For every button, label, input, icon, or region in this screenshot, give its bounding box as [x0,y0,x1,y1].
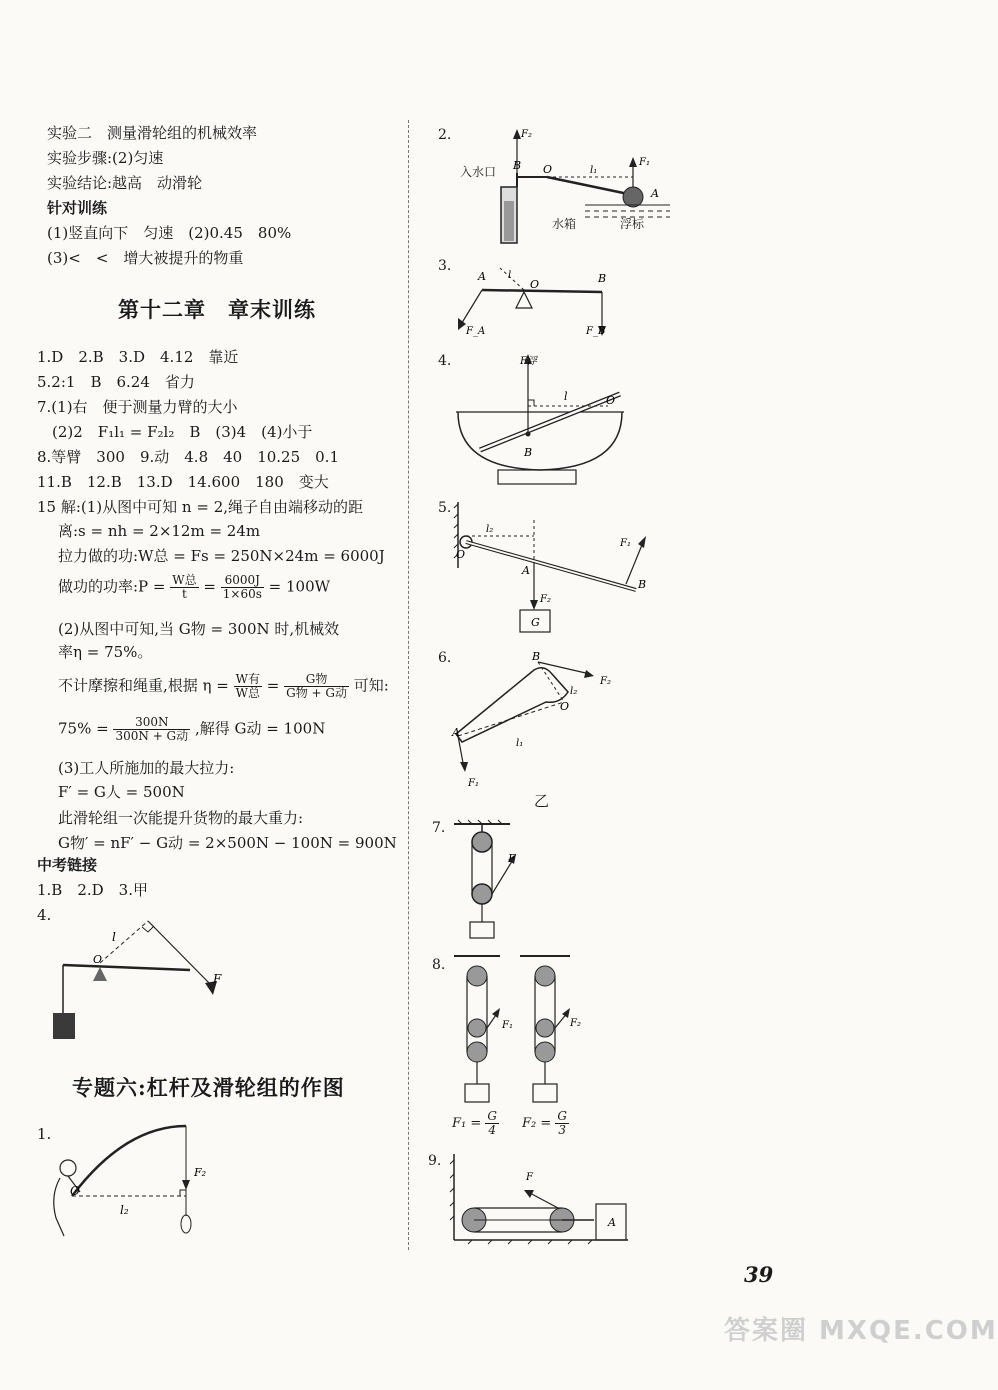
svg-text:O: O [543,163,553,176]
svg-text:O: O [70,1184,80,1198]
q8-f2-den: 3 [558,1123,567,1137]
q5-number: 5. [438,500,452,516]
q15-line-2: 离:s = nh = 2×12m = 24m [58,522,261,540]
q15-power-formula [58,574,330,601]
answer-line-6: 11.B 12.B 13.D 14.600 180 变大 [37,473,329,491]
q15-75-prefix: 75% = [58,719,109,738]
q6-caption: 乙 [534,792,550,810]
svg-text:B: B [532,650,541,663]
svg-text:F₂: F₂ [600,676,611,687]
q15-line-12: G物′ = nF′ − G动 = 2×500N − 100N = 900N [58,834,397,852]
q15-power-result: = 100W [268,577,331,596]
q15-eta-den-1: W总 [235,686,260,700]
svg-text:G: G [531,616,540,629]
q15-eta-eq: = [266,676,280,695]
svg-text:F: F [213,972,222,986]
svg-text:F_B: F_B [586,326,606,337]
svg-text:F₁: F₁ [468,778,479,789]
exp2-conclusion: 实验结论:越高 动滑轮 [47,174,203,192]
exp2-steps: 实验步骤:(2)匀速 [47,149,164,167]
answer-line-2: 5.2:1 B 6.24 省力 [37,373,195,391]
svg-text:F_A: F_A [466,326,486,337]
svg-text:B: B [513,159,522,172]
svg-text:l₁: l₁ [590,165,598,176]
q2-tank-label: 水箱 [552,217,577,231]
svg-text:O: O [560,700,570,713]
svg-text:l: l [508,270,512,281]
svg-text:l₂: l₂ [486,524,494,535]
chapter-title: 第十二章 章末训练 [118,297,316,322]
q3-lever-diagram [450,262,630,342]
watermark: 答案圈 MXQE.COM [724,1316,998,1346]
q15-power-den-2: 1×60s [222,587,262,601]
svg-text:A: A [452,726,460,739]
q15-power-prefix: 做功的功率:P = [58,577,166,596]
topic-title: 专题六:杠杆及滑轮组的作图 [72,1075,345,1100]
svg-text:l: l [564,390,568,403]
svg-text:l: l [112,930,116,944]
svg-text:O: O [93,953,103,966]
svg-text:F₂: F₂ [194,1166,207,1179]
q15-line-5: (2)从图中可知,当 G物 = 300N 时,机械效 [58,620,340,638]
q8-pulley-diagram [450,952,600,1112]
column-divider [408,120,409,1250]
q15-power-num-1: W总 [172,573,197,587]
q15-75-fraction [113,716,190,743]
q8-f2-formula [522,1110,569,1137]
practice-answer-1: (1)竖直向下 匀速 (2)0.45 80% [47,224,292,242]
svg-text:A: A [522,564,530,577]
practice-answer-3: (3)< < 增大被提升的物重 [47,249,244,267]
q15-75-formula [58,716,325,743]
svg-text:l₂: l₂ [570,686,578,697]
q3-number: 3. [438,258,452,274]
answer-line-5: 8.等臂 300 9.动 4.8 40 10.25 0.1 [37,448,339,466]
q15-line-3: 拉力做的功:W总 = Fs = 250N×24m = 6000J [58,547,385,565]
svg-text:O: O [606,394,616,407]
zhongkao-heading: 中考链接 [37,856,98,874]
q8-f1-fraction [485,1110,499,1137]
q15-line-10: F′ = G人 = 500N [58,783,185,801]
answer-line-4: (2)2 F₁l₁ = F₂l₂ B (3)4 (4)小于 [52,423,313,441]
q15-75-den: 300N + G动 [115,729,189,743]
q2-inlet-label: 入水口 [460,165,497,179]
svg-text:F₁: F₁ [502,1020,513,1031]
answer-line-3: 7.(1)右 便于测量力臂的大小 [37,398,238,416]
answer-line-1: 1.D 2.B 3.D 4.12 靠近 [37,348,239,366]
q15-line-11: 此滑轮组一次能提升货物的最大重力: [58,809,304,827]
zhongkao-answers: 1.B 2.D 3.甲 [37,881,148,899]
q8-f1-num: G [487,1109,497,1123]
q8-f2-label: F₂ = [522,1116,552,1131]
svg-text:l₂: l₂ [120,1203,129,1217]
q15-eta-prefix: 不计摩擦和绳重,根据 η = [58,676,229,695]
q9-pulley-diagram [448,1150,638,1250]
q9-number: 9. [428,1153,442,1169]
svg-text:l₁: l₁ [516,738,524,749]
q7-pulley-diagram [450,820,560,940]
svg-text:A: A [651,187,659,200]
q15-eta-num-1: W有 [235,672,260,686]
q8-f2-fraction [555,1110,569,1137]
q8-f1-label: F₁ = [452,1116,482,1131]
q8-f2-num: G [557,1109,567,1123]
exp2-title: 实验二 测量滑轮组的机械效率 [47,124,258,142]
zhongkao-q4-lever-diagram [45,915,245,1045]
topic-q1-number: 1. [37,1125,52,1143]
svg-text:B: B [598,272,607,285]
svg-text:F₂: F₂ [570,1018,581,1029]
q15-line-6: 率η = 75%。 [58,643,153,661]
svg-text:A: A [478,270,486,283]
q6-number: 6. [438,650,452,666]
q4-number: 4. [438,353,452,369]
q8-f1-formula [452,1110,499,1137]
q8-number: 8. [432,957,446,973]
q15-line-9: (3)工人所施加的最大拉力: [58,759,235,777]
q8-f1-den: 4 [488,1123,497,1137]
q15-eta-formula [58,673,389,700]
q2-number: 2. [438,127,452,143]
q15-power-eq: = [203,577,216,596]
svg-text:F浮: F浮 [520,356,537,367]
q15-line-1: 15 解:(1)从图中可知 n = 2,绳子自由端移动的距 [37,498,364,516]
q15-eta-suffix: 可知: [353,676,389,695]
svg-text:F: F [526,1172,533,1183]
q15-power-fraction-1 [170,574,198,601]
q15-power-den-1: t [182,587,187,601]
q15-power-fraction-2 [221,574,264,601]
q15-eta-den-2: G物 + G动 [286,686,347,700]
q15-eta-fraction-1 [234,673,262,700]
q15-75-suffix: ,解得 G动 = 100N [194,719,326,738]
q4-bowl-rod-diagram [450,350,640,490]
q15-75-num: 300N [113,716,190,730]
zhongkao-q4-number: 4. [37,906,52,924]
q7-number: 7. [432,820,446,836]
q15-eta-fraction-2 [284,673,349,700]
q15-eta-num-2: G物 [284,673,349,687]
svg-text:F: F [508,852,516,865]
svg-text:F₂: F₂ [540,594,551,605]
q2-float-label: 浮标 [620,217,645,231]
svg-text:B: B [638,578,647,591]
q6-lever-diagram [440,650,640,800]
svg-text:O: O [456,548,466,561]
svg-text:B: B [524,446,533,459]
q15-power-num-2: 6000J [221,574,264,588]
svg-text:F₁: F₁ [639,157,650,168]
practice-heading: 针对训练 [47,199,108,217]
page-number: 39 [744,1262,774,1287]
svg-text:A: A [608,1216,616,1229]
svg-text:F₁: F₁ [620,538,631,549]
topic-q1-fishing-rod-diagram [40,1118,230,1248]
svg-text:O: O [530,278,540,291]
q5-lever-diagram [450,498,660,638]
svg-text:F₂: F₂ [521,129,532,140]
